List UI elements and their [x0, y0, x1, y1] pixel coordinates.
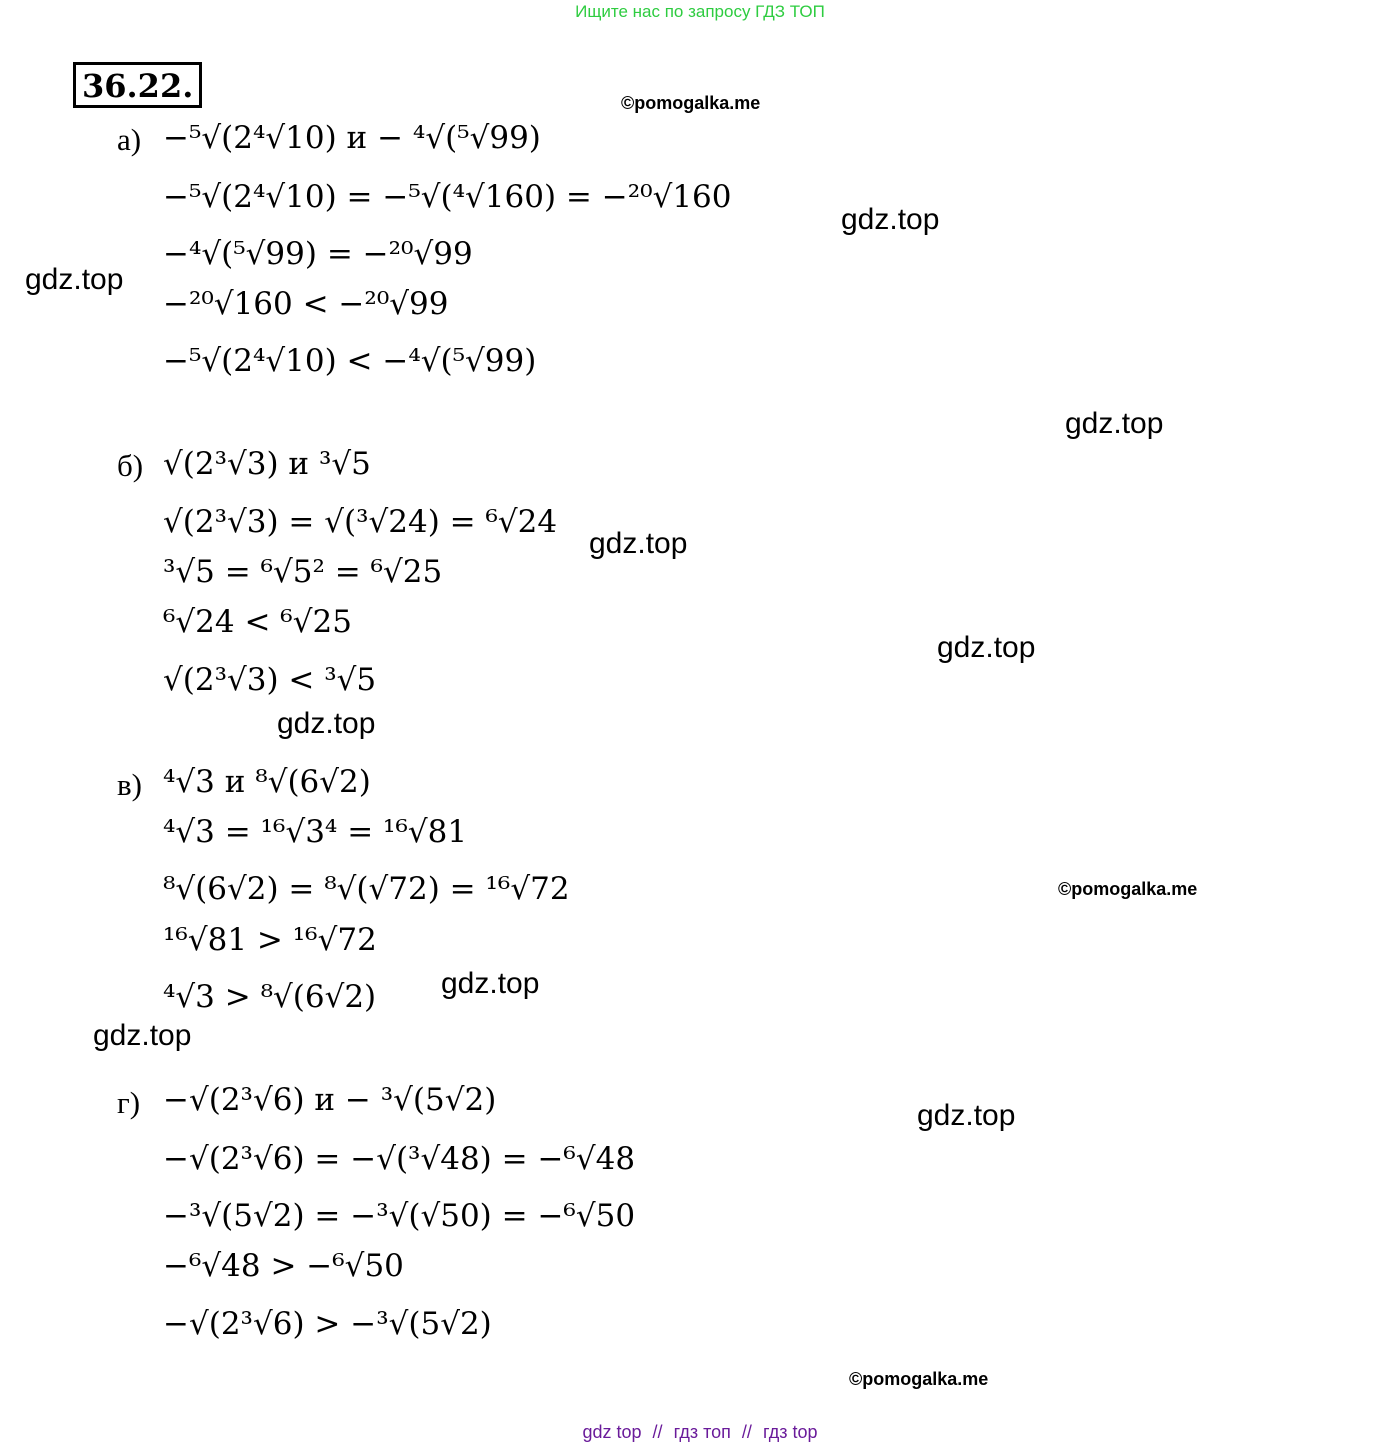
part-label-v: в) [117, 767, 142, 802]
footer [0, 1422, 1400, 1443]
part-label-a: а) [117, 122, 142, 157]
math-line: ⁶√24 < ⁶√25 [163, 604, 352, 640]
watermark: gdz.top [589, 527, 688, 560]
math-line: −√(2³√6) = −√(³√48) = −⁶√48 [163, 1141, 636, 1177]
watermark: gdz.top [277, 707, 376, 740]
copyright-mark: ©pomogalka.me [621, 93, 761, 113]
math-line: ³√5 = ⁶√5² = ⁶√25 [163, 554, 443, 590]
top-banner: Ищите нас по запросу ГДЗ ТОП [575, 2, 825, 21]
math-line: ⁸√(6√2) = ⁸√(√72) = ¹⁶√72 [163, 871, 570, 907]
footer-separator: // [741, 1422, 752, 1442]
math-line: ⁴√3 и ⁸√(6√2) [163, 764, 371, 800]
footer-link[interactable]: гдз топ [673, 1422, 731, 1442]
copyright-mark: ©pomogalka.me [1058, 879, 1198, 899]
math-line: −³√(5√2) = −³√(√50) = −⁶√50 [163, 1198, 636, 1234]
watermark: gdz.top [841, 203, 940, 236]
math-line: −√(2³√6) > −³√(5√2) [163, 1306, 492, 1342]
watermark: gdz.top [441, 967, 540, 1000]
copyright-mark: ©pomogalka.me [849, 1369, 989, 1389]
math-line: −⁵√(2⁴√10) и − ⁴√(⁵√99) [163, 120, 541, 156]
math-line: √(2³√3) = √(³√24) = ⁶√24 [163, 504, 558, 540]
footer-separator: // [652, 1422, 663, 1442]
math-line: −⁵√(2⁴√10) = −⁵√(⁴√160) = −²⁰√160 [163, 179, 732, 215]
math-line: ¹⁶√81 > ¹⁶√72 [163, 922, 377, 958]
math-line: √(2³√3) и ³√5 [163, 446, 371, 482]
math-line: ⁴√3 = ¹⁶√3⁴ = ¹⁶√81 [163, 814, 468, 850]
part-label-b: б) [117, 448, 144, 483]
math-line: −√(2³√6) и − ³√(5√2) [163, 1082, 497, 1118]
task-number: 36.22. [73, 62, 202, 108]
watermark: gdz.top [917, 1099, 1016, 1132]
watermark: gdz.top [937, 631, 1036, 664]
footer-link[interactable]: gdz top [582, 1422, 642, 1442]
watermark: gdz.top [1065, 407, 1164, 440]
part-label-g: г) [117, 1085, 141, 1120]
footer-link[interactable]: гдз top [762, 1422, 818, 1442]
watermark: gdz.top [93, 1019, 192, 1052]
math-line: −⁴√(⁵√99) = −²⁰√99 [163, 236, 473, 272]
math-line: −⁶√48 > −⁶√50 [163, 1248, 404, 1284]
math-line: √(2³√3) < ³√5 [163, 662, 377, 698]
math-line: −²⁰√160 < −²⁰√99 [163, 286, 449, 322]
math-line: −⁵√(2⁴√10) < −⁴√(⁵√99) [163, 343, 537, 379]
watermark: gdz.top [25, 263, 124, 296]
math-line: ⁴√3 > ⁸√(6√2) [163, 979, 377, 1015]
